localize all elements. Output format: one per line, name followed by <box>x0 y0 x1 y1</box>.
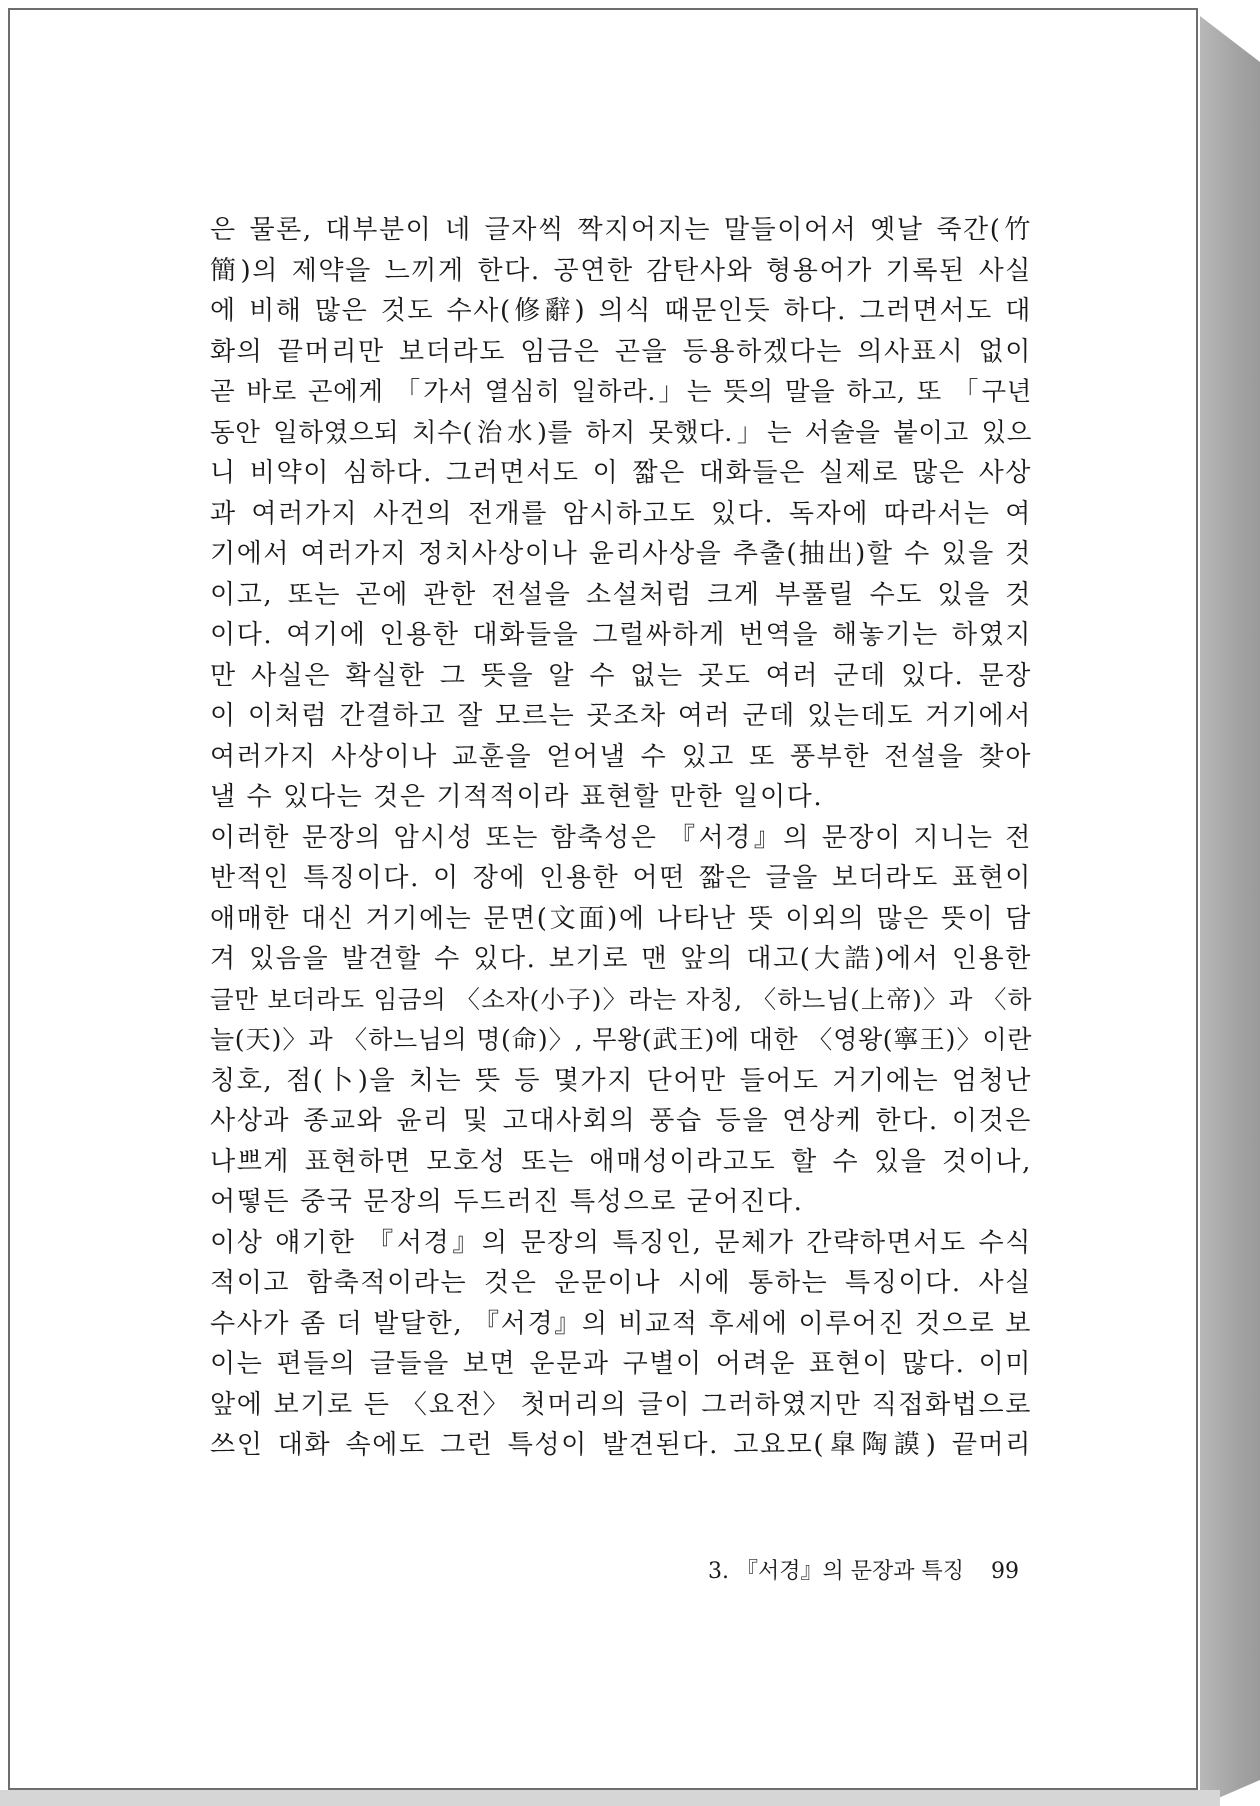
page-number: 99 <box>991 1559 1019 1584</box>
text-line: 에 비해 많은 것도 수사(修辭) 의식 때문인듯 하다. 그러면서도 대 <box>210 296 1032 326</box>
text-line: 만 사실은 확실한 그 뜻을 알 수 없는 곳도 여러 군데 있다. 문장 <box>210 660 1032 691</box>
text-line: 이고, 또는 곤에 관한 전설을 소설처럼 크게 부풀릴 수도 있을 것 <box>210 579 1032 610</box>
text-line: 곧 바로 곤에게 「가서 열심히 일하라.」는 뜻의 말을 하고, 또 「구년 <box>210 377 1032 407</box>
text-line: 이 이처럼 간결하고 잘 모르는 곳조차 여러 군데 있는데도 거기에서 <box>210 701 1032 731</box>
paragraph-end-line: 낼 수 있다는 것은 기적적이라 표현할 만한 일이다. <box>210 782 824 812</box>
text-line: 화의 끝머리만 보더라도 임금은 곤을 등용하겠다는 의사표시 없이 <box>210 336 1032 367</box>
page-footer <box>679 1552 1019 1592</box>
paragraph-start-line: 이상 얘기한 『서경』의 문장의 특징인, 문체가 간략하면서도 수식 <box>210 1227 1032 1258</box>
text-line: 동안 일하였으되 치수(治水)를 하지 못했다.」는 서술을 붙이고 있으 <box>210 417 1032 448</box>
page-body-text <box>210 210 1032 1466</box>
text-line: 글만 보더라도 임금의 〈소자(小子)〉라는 자칭, 〈하느님(上帝)〉과 〈하 <box>210 984 1032 1014</box>
text-line: 수사가 좀 더 발달한, 『서경』의 비교적 후세에 이루어진 것으로 보 <box>210 1308 1032 1339</box>
text-line: 과 여러가지 사건의 전개를 암시하고도 있다. 독자에 따라서는 여 <box>210 498 1032 529</box>
book-bottom-edge <box>0 1790 1220 1806</box>
text-line: 쓰인 대화 속에도 그런 특성이 발견된다. 고요모(皐陶謨) 끝머리 <box>210 1430 1032 1460</box>
text-line: 이다. 여기에 인용한 대화들을 그럴싸하게 번역을 해놓기는 하였지 <box>210 620 1032 650</box>
text-line: 반적인 특징이다. 이 장에 인용한 어떤 짧은 글을 보더라도 표현이 <box>210 863 1032 893</box>
text-line: 적이고 함축적이라는 것은 운문이나 시에 통하는 특징이다. 사실 <box>210 1268 1032 1298</box>
text-line: 칭호, 점(卜)을 치는 뜻 등 몇가지 단어만 들어도 거기에는 엄청난 <box>210 1065 1032 1096</box>
book-edge-shadow <box>1200 0 1260 1806</box>
text-line: 여러가지 사상이나 교훈을 얻어낼 수 있고 또 풍부한 전설을 찾아 <box>210 741 1032 772</box>
text-line: 이는 편들의 글들을 보면 운문과 구별이 어려운 표현이 많다. 이미 <box>210 1349 1032 1379</box>
text-line: 애매한 대신 거기에는 문면(文面)에 나타난 뜻 이외의 많은 뜻이 담 <box>210 903 1032 934</box>
text-line: 앞에 보기로 든 〈요전〉 첫머리의 글이 그러하였지만 직접화법으로 <box>210 1389 1032 1420</box>
text-line: 늘(天)〉과 〈하느님의 명(命)〉, 무왕(武王)에 대한 〈영왕(寧王)〉이란 <box>210 1025 1032 1054</box>
text-line: 겨 있음을 발견할 수 있다. 보기로 맨 앞의 대고(大誥)에서 인용한 <box>210 944 1032 974</box>
text-line: 은 물론, 대부분이 네 글자씩 짝지어지는 말들이어서 옛날 죽간(竹 <box>210 215 1032 245</box>
paragraph-end-line: 어떻든 중국 문장의 두드러진 특성으로 굳어진다. <box>210 1187 804 1217</box>
text-line: 사상과 종교와 윤리 및 고대사회의 풍습 등을 연상케 한다. 이것은 <box>210 1106 1032 1136</box>
text-line: 니 비약이 심하다. 그러면서도 이 짧은 대화들은 실제로 많은 사상 <box>210 458 1032 488</box>
running-title: 3. 『서경』의 문장과 특징 <box>708 1559 964 1584</box>
paragraph-start-line: 이러한 문장의 암시성 또는 함축성은 『서경』의 문장이 지니는 전 <box>210 822 1032 853</box>
text-line: 나쁘게 표현하면 모호성 또는 애매성이라고도 할 수 있을 것이나, <box>210 1146 1032 1177</box>
text-line: 簡)의 제약을 느끼게 한다. 공연한 감탄사와 형용어가 기록된 사실 <box>210 255 1032 286</box>
text-line: 기에서 여러가지 정치사상이나 윤리사상을 추출(抽出)할 수 있을 것 <box>210 539 1032 569</box>
